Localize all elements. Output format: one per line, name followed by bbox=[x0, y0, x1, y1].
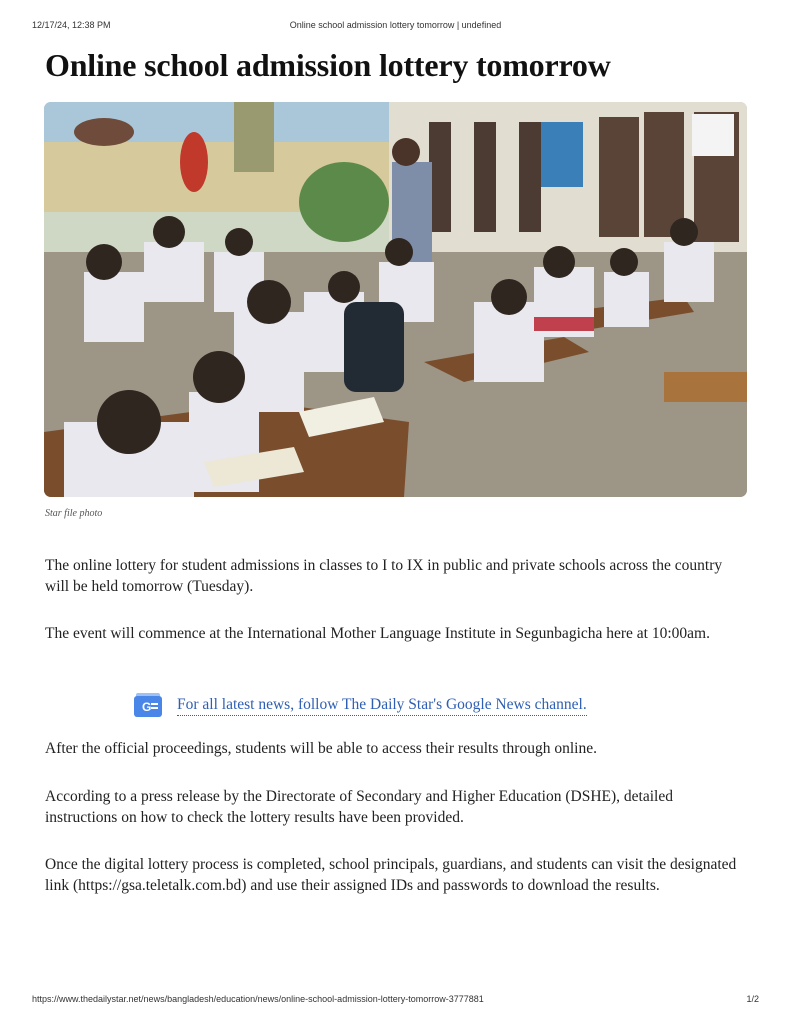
article-paragraph: The online lottery for student admissions in classes to I to IX in public and private schools across the country will be held tomorrow (Tuesday). bbox=[45, 557, 723, 595]
article-paragraph: The event will commence at the International Mother Language Institute in Segunbagicha here at 10:00am. bbox=[45, 625, 710, 642]
article-paragraph: Once the digital lottery process is completed, school principals, guardians, and students can visit the designated link (https://gsa.teletalk.com.bd) and use their assigned IDs and passwords to download the results. bbox=[45, 856, 737, 894]
print-page-url: https://www.thedailystar.net/news/bangladesh/education/news/online-school-admission-lottery-tomorrow-3777881 bbox=[32, 994, 484, 1004]
print-header bbox=[32, 20, 759, 34]
article-headline: Online school admission lottery tomorrow bbox=[45, 47, 611, 83]
print-footer bbox=[32, 994, 759, 1008]
article-paragraph: According to a press release by the Directorate of Secondary and Higher Education (DSHE), detailed instructions on how to check the lottery results have been provided. bbox=[45, 788, 673, 826]
google-news-icon-letter: G bbox=[142, 700, 152, 714]
print-document-title: Online school admission lottery tomorrow | undefined bbox=[289, 20, 502, 30]
google-news-follow-link[interactable] bbox=[133, 690, 587, 720]
article-paragraph: After the official proceedings, students will be able to access their results through online. bbox=[45, 740, 597, 757]
print-datetime: 12/17/24, 12:38 PM bbox=[32, 20, 111, 30]
photo-caption: Star file photo bbox=[45, 508, 103, 519]
google-news-icon bbox=[133, 692, 163, 718]
google-news-link-text[interactable]: For all latest news, follow The Daily Star's Google News channel. bbox=[177, 695, 587, 716]
article-photo bbox=[44, 102, 747, 497]
print-page-number: 1/2 bbox=[746, 994, 759, 1004]
classroom-photo-illustration bbox=[44, 102, 747, 497]
